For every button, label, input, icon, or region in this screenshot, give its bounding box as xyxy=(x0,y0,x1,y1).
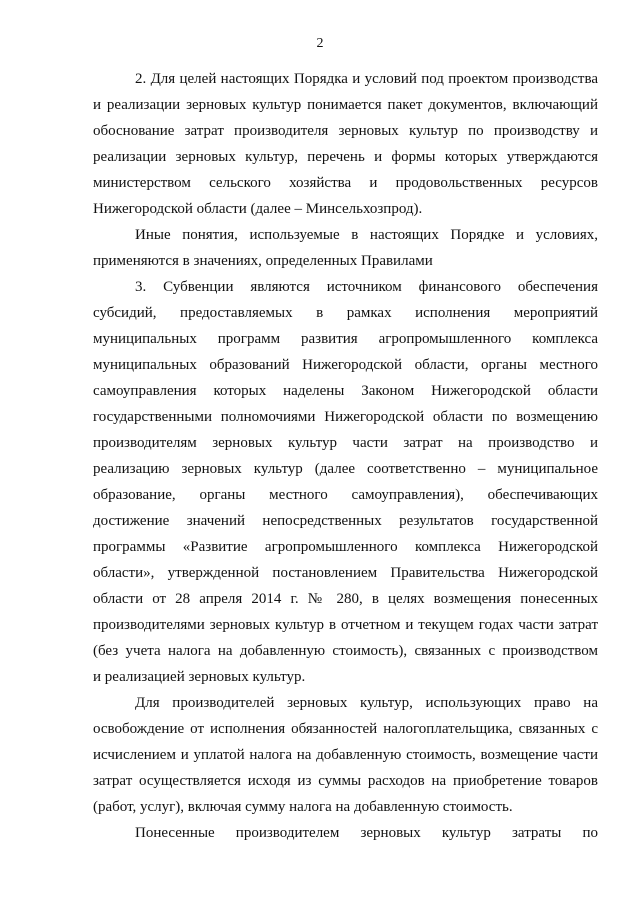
text-line: (работ, услуг), включая сумму налога на добавленную стоимость. xyxy=(93,799,513,815)
text-line: министерством сельского хозяйства и продовольственных ресурсов xyxy=(93,175,598,191)
text-line: муниципальных программ развития агропромышленного комплекса xyxy=(93,331,598,347)
text-line: и реализации зерновых культур понимается пакет документов, включающий xyxy=(93,97,598,113)
text-line: области от 28 апреля 2014 г. № 280, в целях возмещения понесенных xyxy=(93,591,598,607)
text-line: реализации зерновых культур, перечень и формы которых утверждаются xyxy=(93,149,598,165)
text-line: области», утвержденной постановлением Правительства Нижегородской xyxy=(93,565,598,581)
text-line: Иные понятия, используемые в настоящих Порядке и условиях, xyxy=(135,227,598,243)
text-line: государственными полномочиями Нижегородской области по возмещению xyxy=(93,409,598,425)
text-line: (без учета налога на добавленную стоимость), связанных с производством xyxy=(93,643,598,659)
text-line: достижение значений непосредственных результатов государственной xyxy=(93,513,598,529)
text-line: реализацию зерновых культур (далее соответственно – муниципальное xyxy=(93,461,598,477)
text-line: и реализацией зерновых культур. xyxy=(93,669,306,685)
text-line: обоснование затрат производителя зерновых культур по производству и xyxy=(93,123,598,139)
text-line: затрат осуществляется исходя из суммы расходов на приобретение товаров xyxy=(93,773,598,789)
text-line: программы «Развитие агропромышленного комплекса Нижегородской xyxy=(93,539,598,555)
text-line: 3. Субвенции являются источником финансового обеспечения xyxy=(135,279,598,295)
text-line: производителями зерновых культур в отчетном и текущем годах части затрат xyxy=(93,617,598,633)
text-line: Понесенные производителем зерновых культур затраты по xyxy=(135,825,598,841)
text-line: Для производителей зерновых культур, использующих право на xyxy=(135,695,598,711)
text-line: субсидий, предоставляемых в рамках исполнения мероприятий xyxy=(93,305,598,321)
text-line: производителям зерновых культур части затрат на производство и xyxy=(93,435,598,451)
text-line: муниципальных образований Нижегородской области, органы местного xyxy=(93,357,598,373)
text-line: Нижегородской области (далее – Минсельхозпрод). xyxy=(93,201,423,217)
text-line: 2. Для целей настоящих Порядка и условий под проектом производства xyxy=(135,71,598,87)
document-body xyxy=(93,66,598,846)
text-line: самоуправления которых наделены Законом Нижегородской области xyxy=(93,383,598,399)
text-line: освобождение от исполнения обязанностей налогоплательщика, связанных с xyxy=(93,721,598,737)
text-line: образование, органы местного самоуправления), обеспечивающих xyxy=(93,487,598,503)
text-line: применяются в значениях, определенных Правилами xyxy=(93,253,433,269)
page-number: 2 xyxy=(316,36,324,51)
text-line: исчислением и уплатой налога на добавленную стоимость, возмещение части xyxy=(93,747,598,763)
